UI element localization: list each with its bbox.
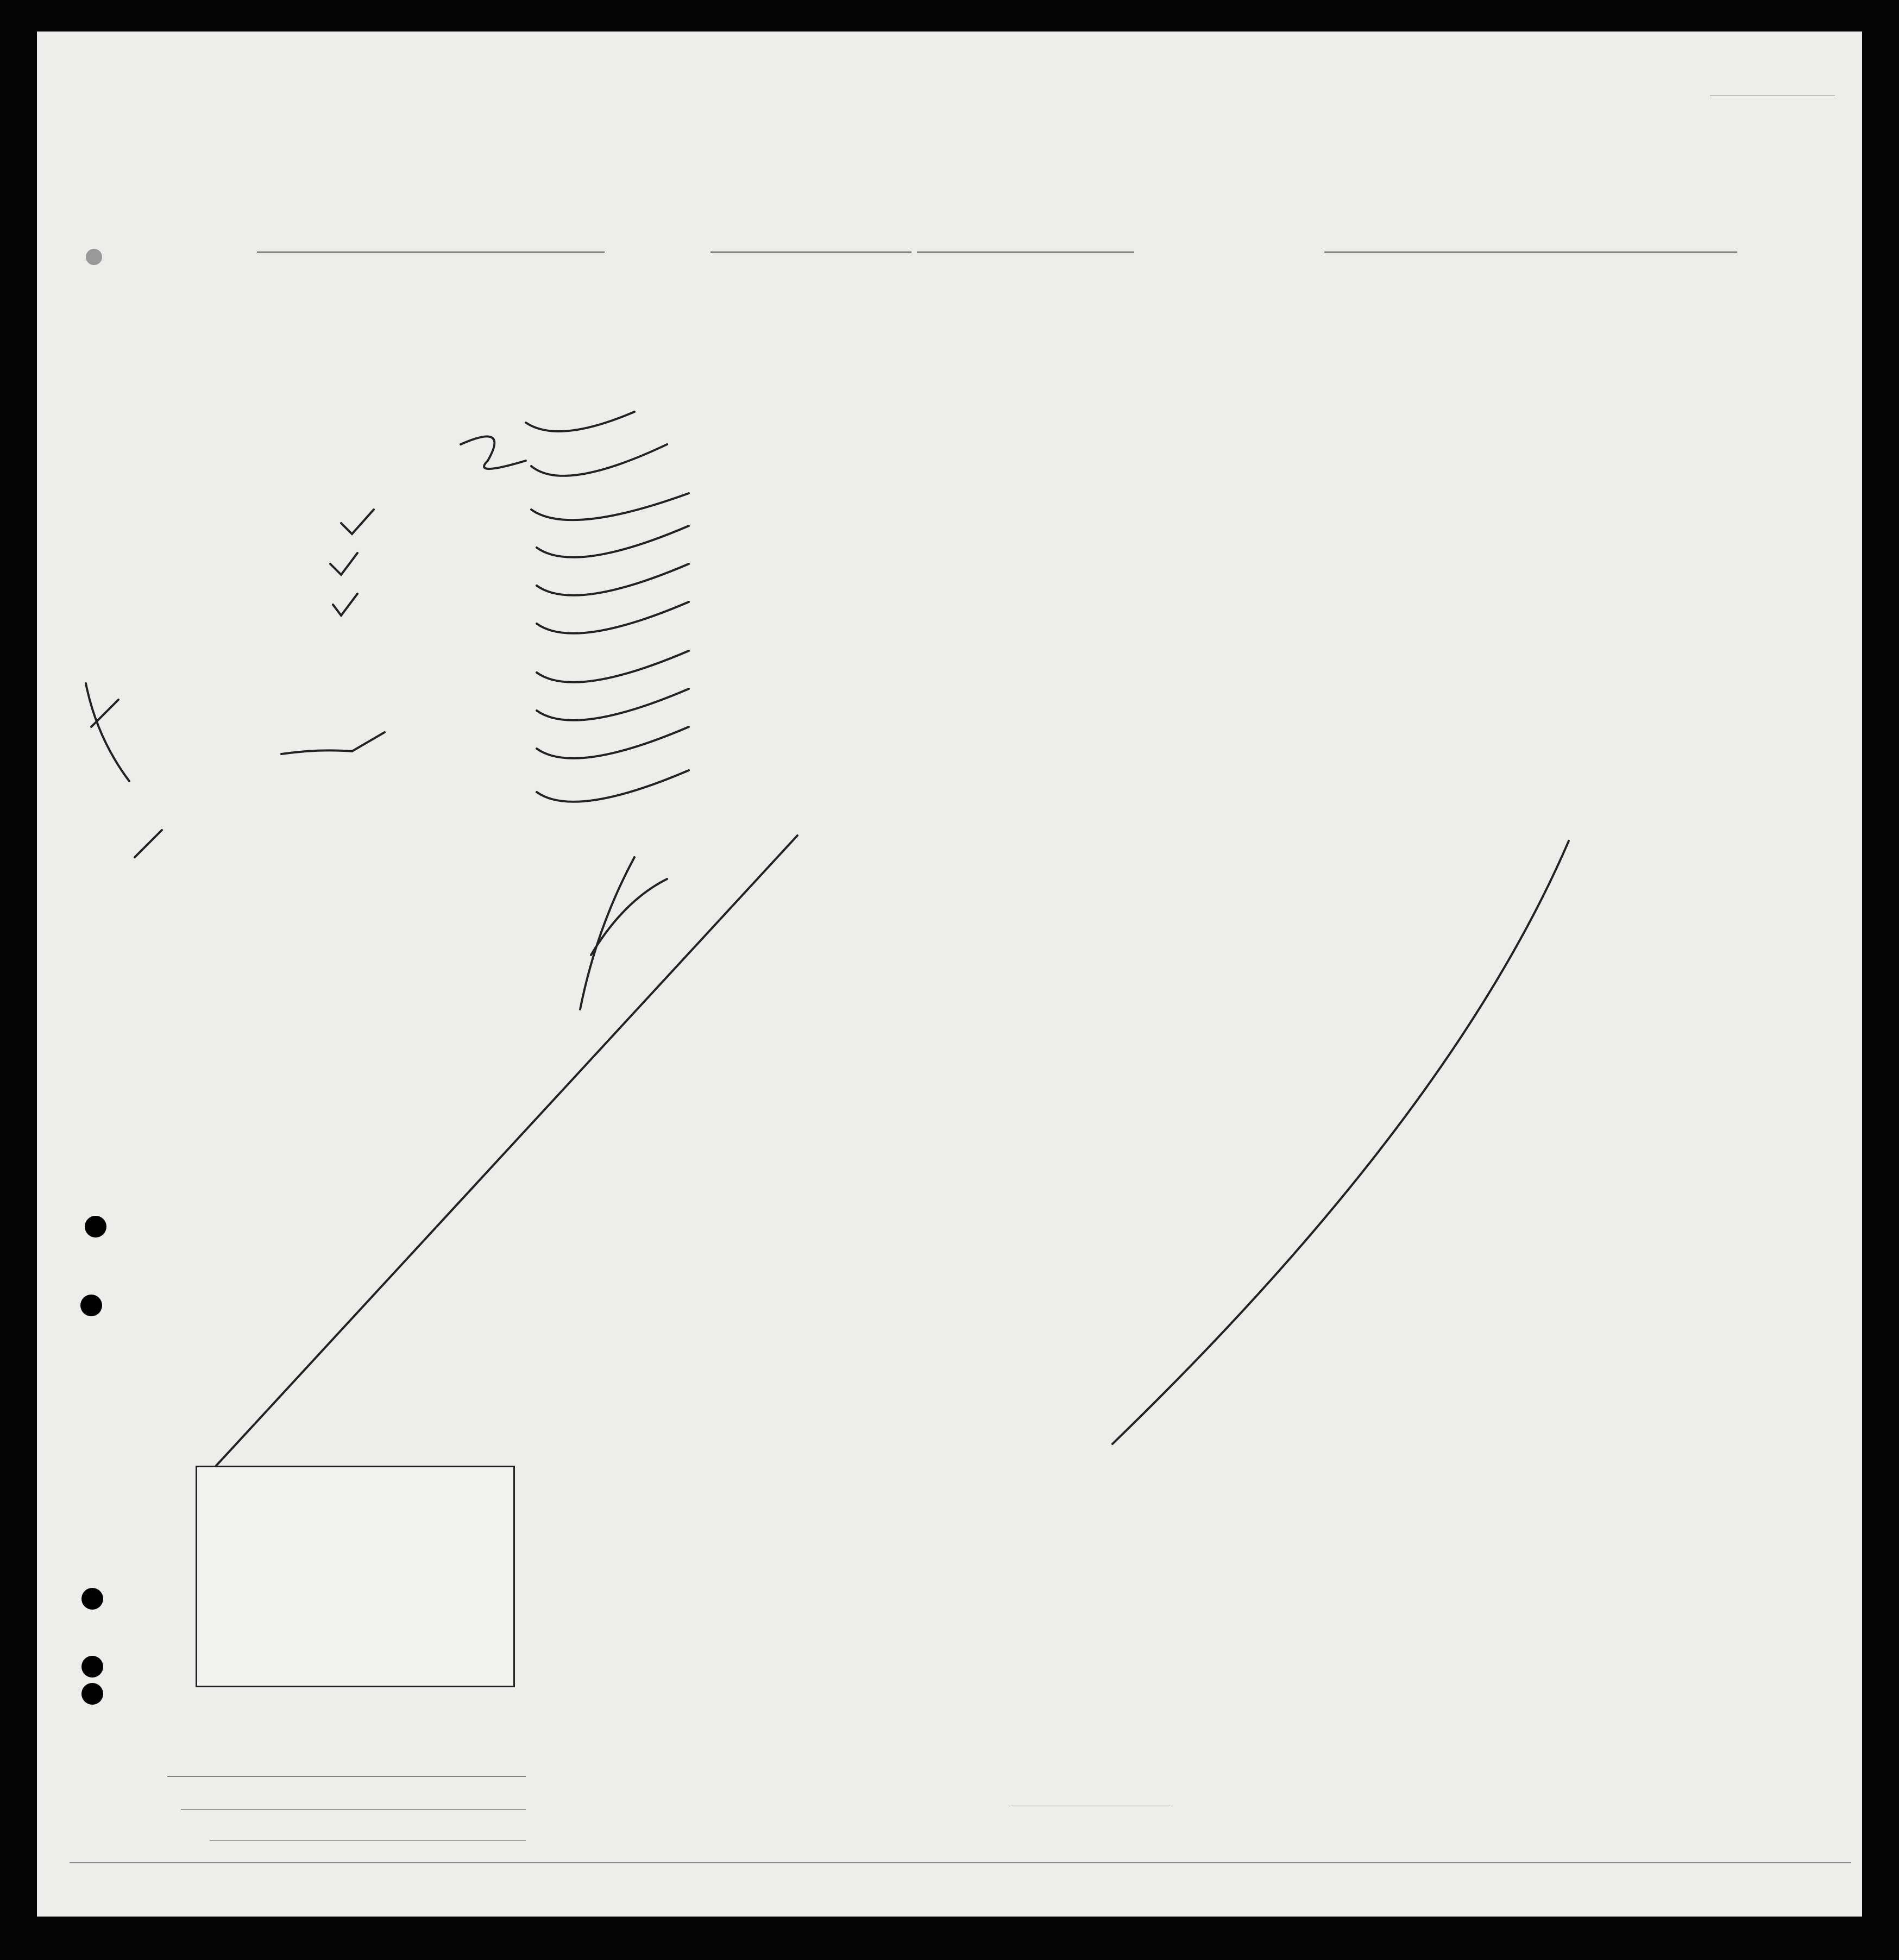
check-mark-7 xyxy=(537,651,689,682)
tick-dare xyxy=(135,830,162,857)
binder-hole xyxy=(80,1295,102,1316)
binder-hole xyxy=(81,1656,103,1678)
check-mark-5 xyxy=(537,564,689,595)
totals-rule xyxy=(70,1862,1851,1863)
pencil-slash-right xyxy=(1112,841,1569,1444)
check-mark-2 xyxy=(531,444,667,476)
tick-cain xyxy=(333,594,357,615)
binder-hole xyxy=(81,1683,103,1705)
check-mark-3 xyxy=(531,493,689,520)
check-mark-10 xyxy=(537,770,689,802)
footer-line-rule xyxy=(167,1776,526,1777)
check-mark-1 xyxy=(526,412,634,431)
consulate-stamp xyxy=(196,1466,515,1687)
number-four-mark xyxy=(461,436,526,469)
check-mark-8 xyxy=(537,689,689,720)
binder-hole xyxy=(86,249,102,265)
margin-scrawl xyxy=(86,683,129,781)
binder-hole xyxy=(85,1216,106,1237)
tick-tennent xyxy=(330,553,357,575)
check-mark-4 xyxy=(537,526,689,557)
footer-owners-rule xyxy=(181,1809,526,1810)
pencil-slash-left xyxy=(216,835,797,1466)
check-mark-9 xyxy=(537,727,689,758)
tick-traynor xyxy=(341,510,374,534)
binder-hole xyxy=(81,1588,103,1610)
tick-darling xyxy=(281,732,385,754)
check-mark-6 xyxy=(537,602,689,633)
manifest-page xyxy=(37,32,1862,1917)
inspector-scrawl xyxy=(580,857,667,1009)
